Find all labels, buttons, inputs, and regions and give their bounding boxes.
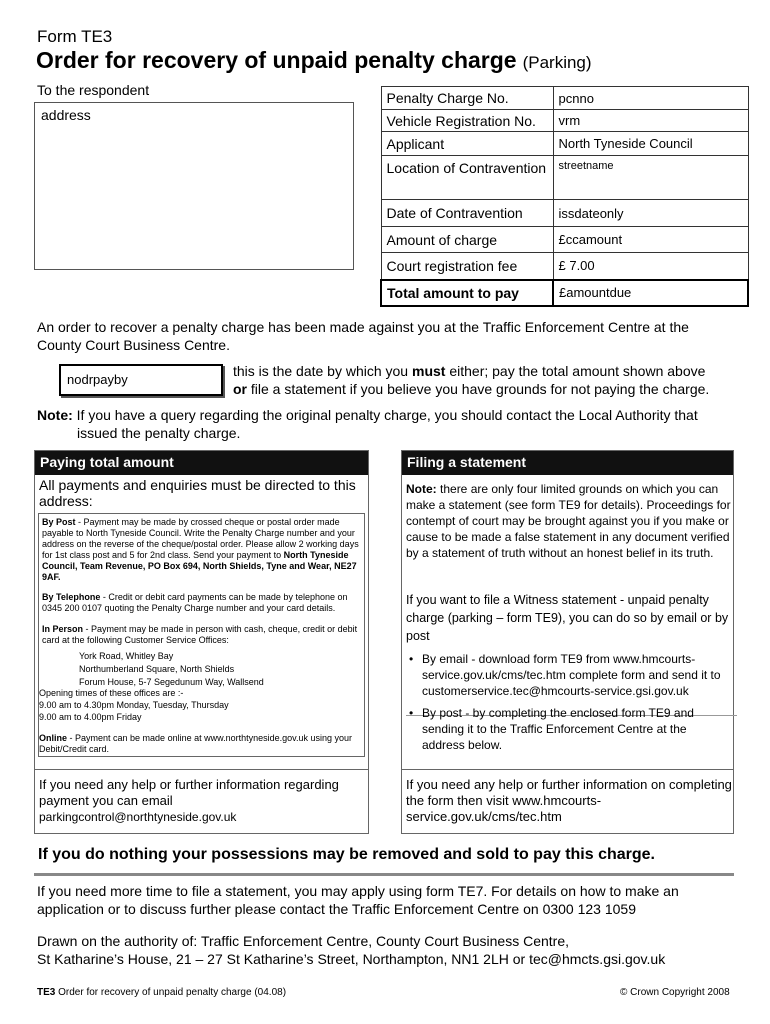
filing-section [401,450,734,834]
by-phone-body: - Credit or debit card payments can be made by telephone on 0345 200 0107 quoting the Penalty Charge number and your card details. [42,592,348,613]
post-address: North Tyneside Council, Team Revenue, PO Box 694, North Shields, Tyne and Wear, NE27 9AF. [42,550,357,582]
vrm-value[interactable]: vrm [553,110,748,132]
title-suffix: (Parking) [522,53,592,72]
divider [35,769,368,770]
by-phone-label: By Telephone [42,592,101,602]
amount-value[interactable]: £ccamount [553,227,748,253]
office-list [79,650,264,689]
divider [402,769,733,770]
hours-item: 9.00 am to 4.30pm Monday, Tuesday, Thursday [39,700,229,710]
footer-text: Order for recovery of unpaid penalty charge (04.08) [55,987,287,998]
in-person-label: In Person [42,624,84,634]
more-time-text: If you need more time to file a statement, you may apply using form TE7. For details on how to make an application or to discuss further please contact the Traffic Enforcement Centre on 0300 123 1059 [37,883,679,917]
applicant-value[interactable]: North Tyneside Council [553,132,748,156]
drawn-line-1: Drawn on the authority of: Traffic Enforcement Centre, County Court Business Centre, [37,933,569,949]
in-person-text [42,624,360,646]
note-label: Note: [37,407,73,423]
detail-label: Date of Contravention [381,200,553,227]
to-respondent-label: To the respondent [37,82,150,98]
opening-hours [39,687,359,723]
order-text: An order to recover a penalty charge has been made against you at the Traffic Enforcement Centre at the County Court Business Centre. [37,319,689,353]
drawn-on-authority [37,932,742,968]
fee-value: £ 7.00 [553,253,748,280]
hours-item: 9.00 am to 4.00pm Friday [39,712,142,722]
witness-text: If you want to file a Witness statement - unpaid penalty charge (parking – form TE9), you can do so by email or by post [406,593,729,643]
date-value[interactable]: issdateonly [553,200,748,227]
in-person-body: - Payment may be made in person with cash, cheque, credit or debit card at the following Customer Service Offices: [42,624,358,645]
form-id: Form TE3 [37,27,113,46]
detail-label: Court registration fee [381,253,553,280]
date-text-must: must [412,363,446,379]
pay-by-explanation [233,362,743,398]
filing-note-text: there are only four limited grounds on which you can make a statement (see form TE9 for details). Proceedings for contempt of court may be brought against you if you make or cause to be made a false statement in any document verified by a statement of truth without an honest belief in its truth. [406,482,731,560]
address-placeholder: address [41,107,91,123]
pcn-value[interactable]: pcnno [553,87,748,110]
address-box[interactable] [34,102,354,270]
detail-label: Applicant [381,132,553,156]
bullet-icon: • [409,652,414,666]
total-label: Total amount to pay [381,280,553,306]
detail-label: Amount of charge [381,227,553,253]
by-phone-text [42,592,360,614]
online-label: Online [39,733,68,743]
email-option-text: By email - download form TE9 from www.hmcourts-service.gov.uk/cms/tec.htm complete form and send it to customerservice.tec@hmcourts-service.gsi.gov.uk [422,652,721,698]
by-post-label: By Post [42,517,76,527]
note-text: If you have a query regarding the original penalty charge, you should contact the Local Authority that [76,407,698,423]
copyright: © Crown Copyright 2008 [620,987,730,998]
paying-intro: All payments and enquiries must be directed to this address: [39,477,356,509]
page-title [36,47,592,74]
date-text-or: or [233,381,247,397]
office-item: York Road, Whitley Bay [79,651,174,661]
date-text-post: file a statement if you believe you have grounds for not paying the charge. [247,381,710,397]
online-body: - Payment can be made online at www.northtyneside.gov.uk using your Debit/Credit card. [39,733,353,754]
warning-text: If you do nothing your possessions may be removed and sold to pay this charge. [38,846,655,863]
filing-heading: Filing a statement [402,451,733,475]
footer-code: TE3 [37,987,56,998]
divider [34,873,734,876]
date-text-pre: this is the date by which you [233,363,412,379]
pay-by-date-field[interactable]: nodrpayby [59,364,223,396]
paying-section [34,450,369,834]
title-main: Order for recovery of unpaid penalty charge [36,47,517,73]
charge-details-table [380,86,749,307]
filing-options [406,651,732,759]
detail-label: Penalty Charge No. [381,87,553,110]
paying-help-email[interactable]: parkingcontrol@northtyneside.gov.uk [39,810,237,824]
query-note [37,406,737,442]
filing-note [406,481,732,561]
paying-heading: Paying total amount [35,451,368,475]
office-item: Forum House, 5-7 Segedunum Way, Wallsend [79,677,264,687]
paying-help-text: If you need any help or further information regarding payment you can email [39,777,339,808]
location-value[interactable]: streetname [553,156,748,200]
post-option-text: By post - by completing the enclosed form TE9 and sending it to the Traffic Enforcement Centre at the address below. [422,706,694,752]
filing-note-label: Note: [406,482,437,496]
office-item: Northumberland Square, North Shields [79,664,235,674]
filing-help: If you need any help or further information on completing the form then visit www.hmcourts-service.gov.uk/cms/tec.htm [406,777,732,824]
hours-title: Opening times of these offices are :- [39,688,184,698]
total-value[interactable]: £amountdue [553,280,748,306]
date-text-mid: either; pay the total amount shown above [445,363,706,379]
by-post-text [42,517,360,583]
paying-help [39,777,359,825]
footer [37,987,286,998]
detail-label: Vehicle Registration No. [381,110,553,132]
bullet-icon: • [409,706,414,720]
note-text-2: issued the penalty charge. [77,425,241,441]
detail-label: Location of Contravention [381,156,553,200]
drawn-line-2: St Katharine’s House, 21 – 27 St Katharine’s Street, Northampton, NN1 2LH or tec@hmcts.gsi.gov.uk [37,951,666,967]
by-post-body: - Payment may be made by crossed cheque or postal order made payable to North Tyneside Council. Write the Penalty Charge number and your address on the reverse of the cheque/postal order. Please allow 2 working days for 1st class post and 5 for 2nd class. Send your payment to [42,517,359,560]
post-option [406,705,732,753]
online-text [39,733,359,755]
email-option [406,651,732,699]
